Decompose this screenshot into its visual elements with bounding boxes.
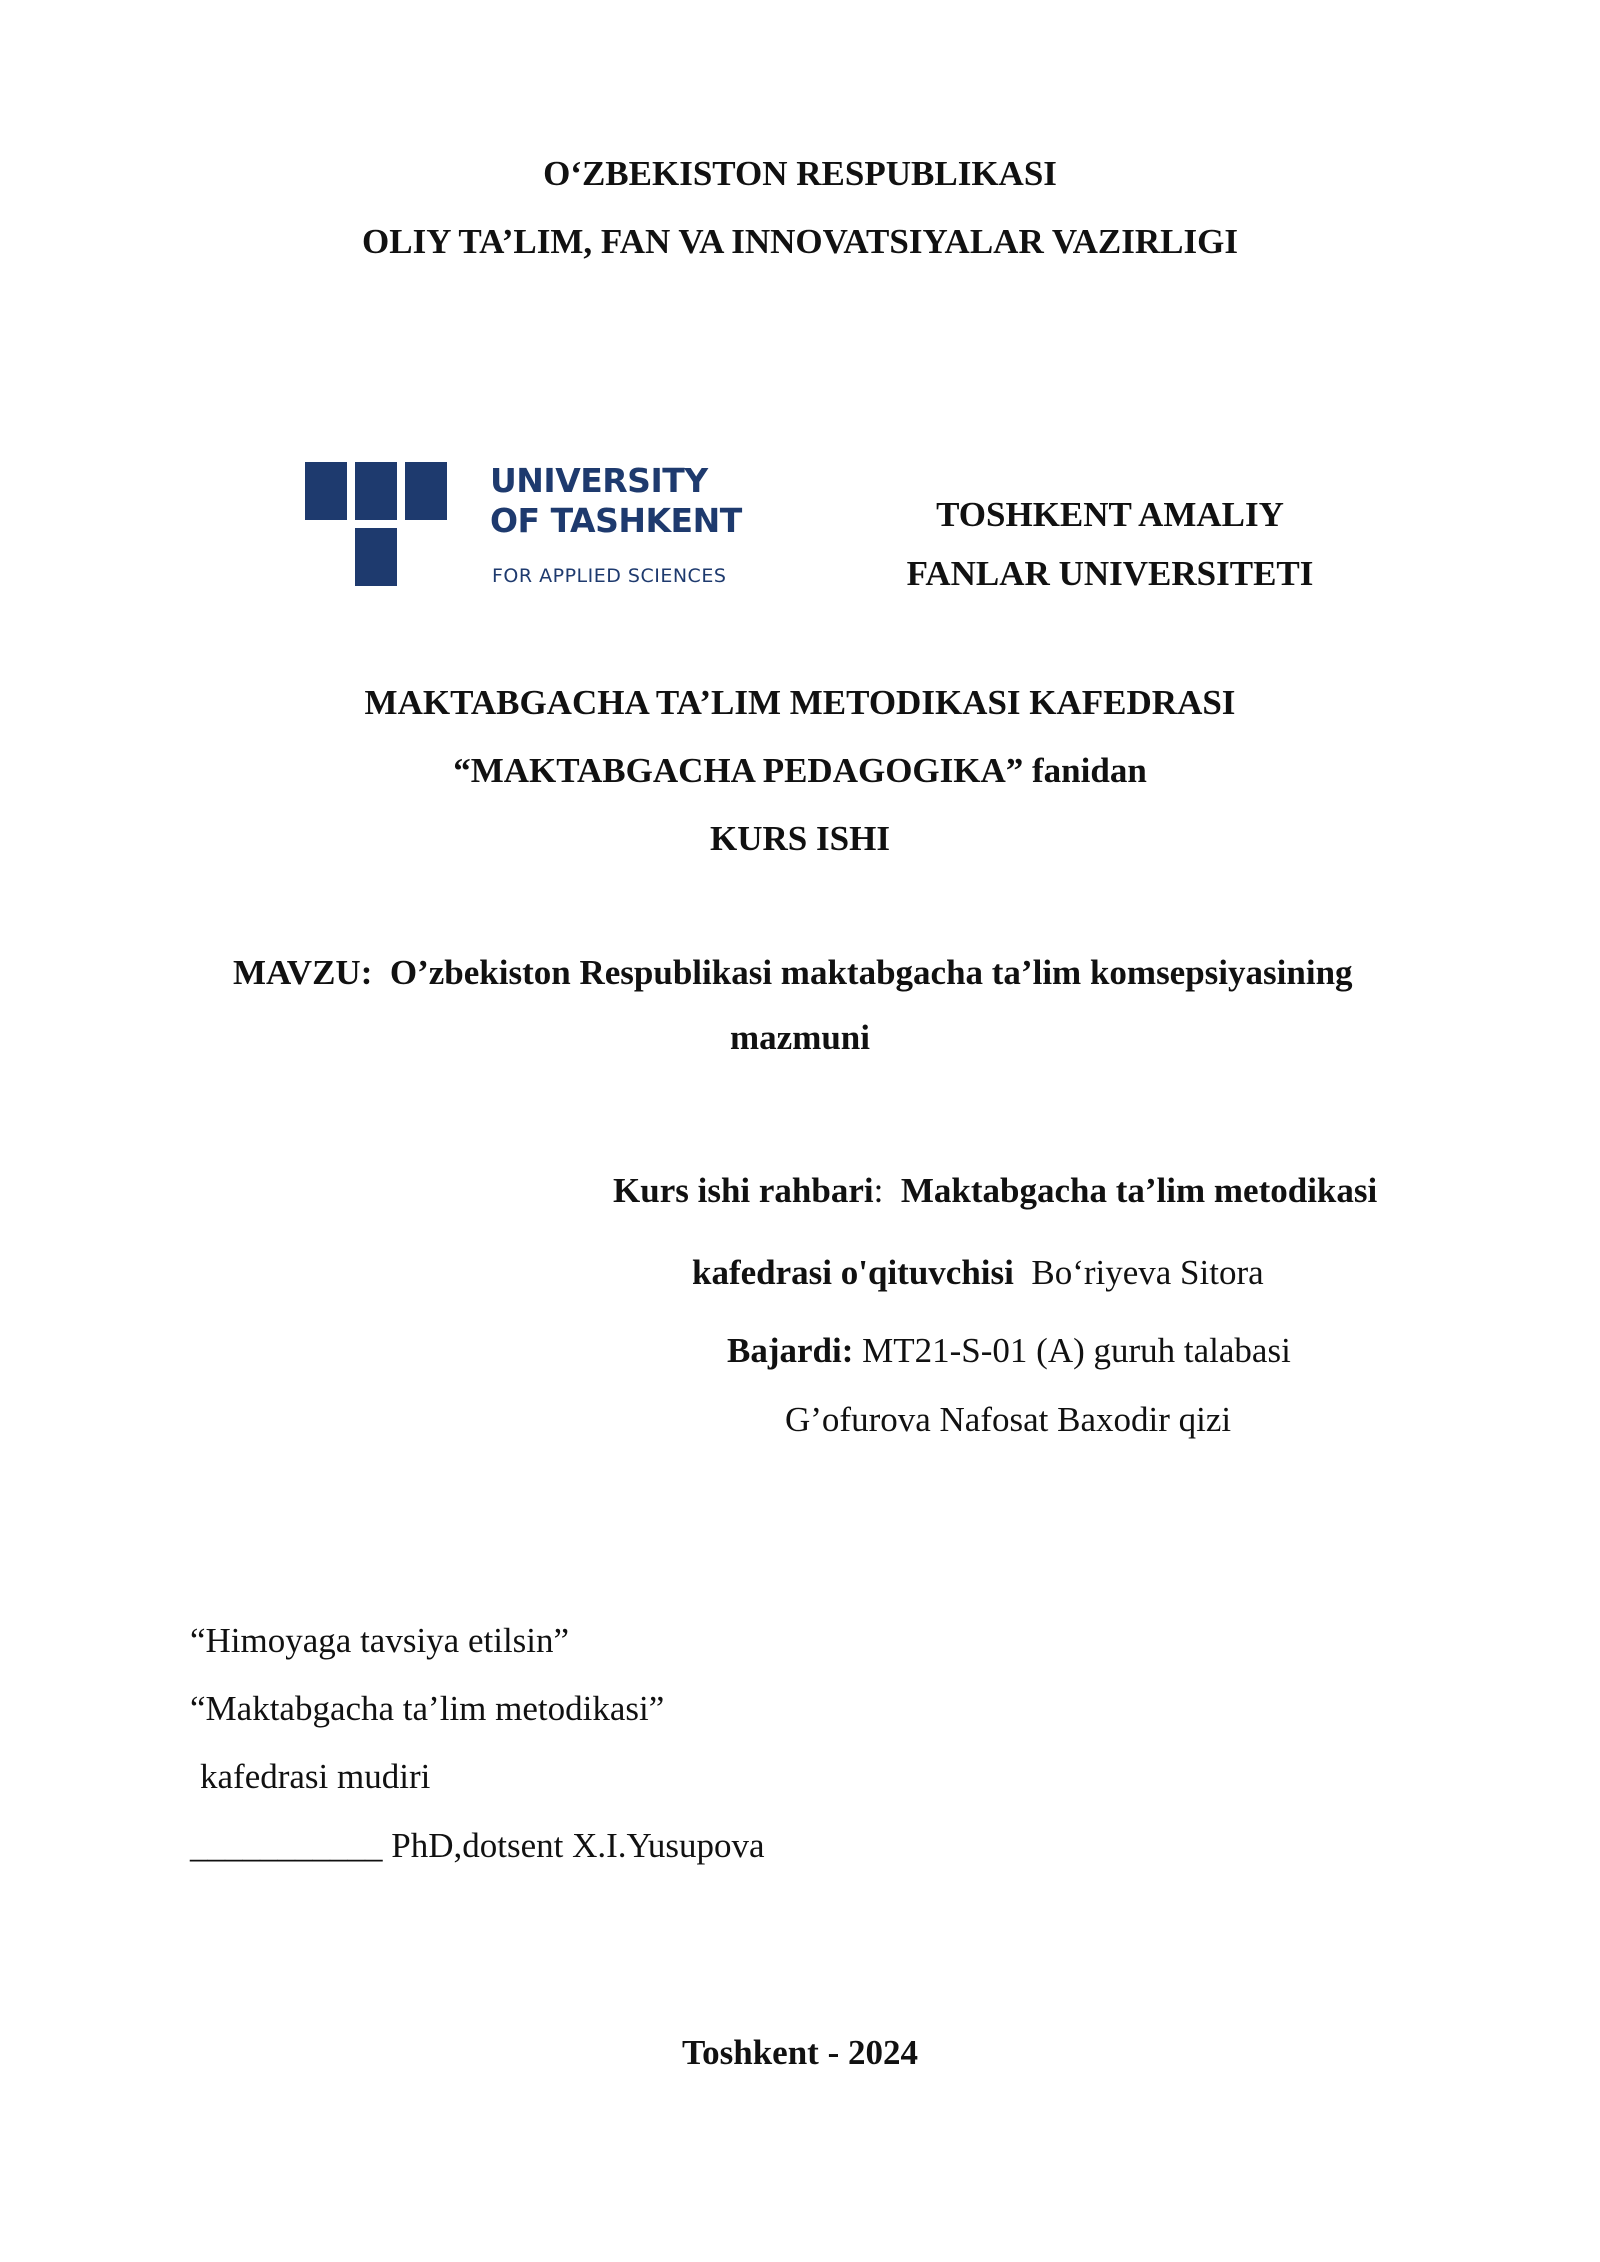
topic-text-line-1: O’zbekiston Respublikasi maktabgacha ta’lim komsepsiyasining xyxy=(389,953,1353,992)
supervisor-line-1 xyxy=(613,1173,1377,1208)
logo-text-university: UNIVERSITY xyxy=(490,461,708,500)
supervisor-position-line-2: kafedrasi o'qituvchisi xyxy=(692,1253,1014,1292)
author-group: MT21-S-01 (A) guruh talabasi xyxy=(862,1331,1291,1370)
university-name-line-1: TOSHKENT AMALIY xyxy=(936,495,1284,534)
author-label: Bajardi: xyxy=(727,1331,854,1370)
ministry-line-2: OLIY TA’LIM, FAN VA INNOVATSIYALAR VAZIRLIGI xyxy=(362,222,1238,261)
city-year: Toshkent - 2024 xyxy=(682,2033,918,2072)
logo-square-1 xyxy=(305,462,347,520)
university-logo xyxy=(305,461,742,592)
subject-line: “MAKTABGACHA PEDAGOGIKA” fanidan xyxy=(453,751,1147,790)
approval-signature-line xyxy=(190,1828,765,1863)
topic-line-1 xyxy=(233,955,1353,990)
university-name-line-2: FANLAR UNIVERSITETI xyxy=(906,554,1314,593)
author-name: G’ofurova Nafosat Baxodir qizi xyxy=(785,1400,1232,1439)
work-type: KURS ISHI xyxy=(710,819,890,858)
supervisor-label: Kurs ishi rahbari xyxy=(613,1171,874,1210)
approval-line-2: “Maktabgacha ta’lim metodikasi” xyxy=(190,1689,665,1728)
logo-text-applied-sciences: FOR APPLIED SCIENCES xyxy=(492,565,727,587)
topic-text-line-2: mazmuni xyxy=(730,1018,870,1057)
department-title: MAKTABGACHA TA’LIM METODIKASI KAFEDRASI xyxy=(364,683,1236,722)
topic-label: MAVZU: xyxy=(233,953,373,992)
supervisor-name: Boʻriyeva Sitora xyxy=(1031,1253,1264,1292)
approval-line-3: kafedrasi mudiri xyxy=(200,1757,431,1796)
supervisor-position-line-1: Maktabgacha ta’lim metodikasi xyxy=(900,1171,1378,1210)
logo-square-4 xyxy=(355,528,397,586)
author-line-1 xyxy=(727,1333,1291,1368)
logo-square-3 xyxy=(405,462,447,520)
approval-line-1: “Himoyaga tavsiya etilsin” xyxy=(190,1621,570,1660)
supervisor-colon: : xyxy=(873,1171,884,1210)
ministry-line-1: O‘ZBEKISTON RESPUBLIKASI xyxy=(543,154,1057,193)
supervisor-line-2 xyxy=(692,1255,1264,1290)
logo-text-of-tashkent: OF TASHKENT xyxy=(490,501,742,540)
logo-square-2 xyxy=(355,462,397,520)
signature-blank: ___________ xyxy=(190,1826,383,1865)
department-head-name: PhD,dotsent X.I.Yusupova xyxy=(391,1826,765,1865)
